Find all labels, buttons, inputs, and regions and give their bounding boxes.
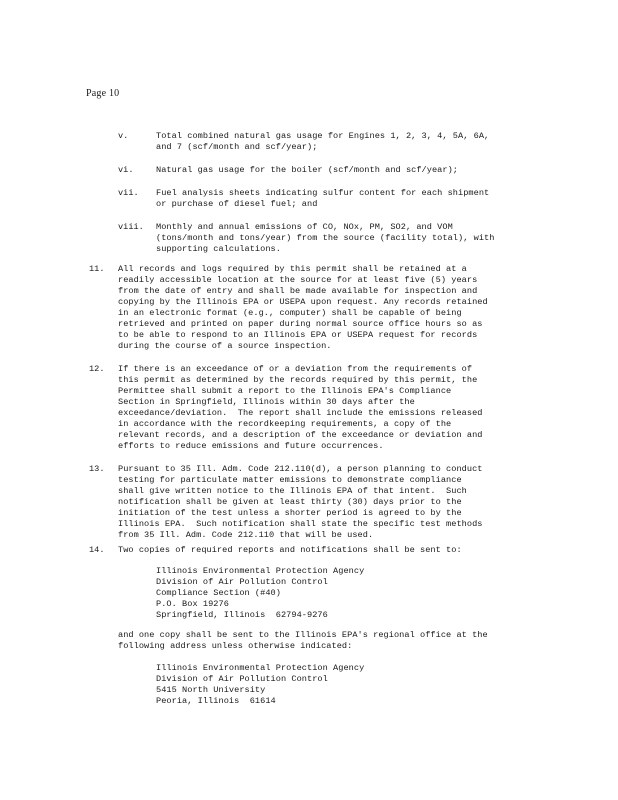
address-line: Peoria, Illinois 61614 xyxy=(156,696,276,706)
paragraph-text-line: and one copy shall be sent to the Illinois EPA's regional office at the xyxy=(118,630,488,640)
subitem-number: vi. xyxy=(118,165,134,175)
paragraph-text-line: copying by the Illinois EPA or USEPA upon request. Any records retained xyxy=(118,297,488,307)
paragraph-text-line: to be able to respond to an Illinois EPA or USEPA request for records xyxy=(118,330,478,340)
paragraph-text-line: If there is an exceedance of or a deviation from the requirements of xyxy=(118,364,473,374)
page-number-label: Page 10 xyxy=(86,88,120,99)
address-line: Division of Air Pollution Control xyxy=(156,577,328,587)
paragraph-text-line: during the course of a source inspection. xyxy=(118,341,332,351)
paragraph-text-line: notification shall be given at least thirty (30) days prior to the xyxy=(118,497,462,507)
address-line: P.O. Box 19276 xyxy=(156,599,229,609)
subitem-text-line: Monthly and annual emissions of CO, NOx, PM, SO2, and VOM xyxy=(156,222,453,232)
address-line: Illinois Environmental Protection Agency xyxy=(156,663,365,673)
paragraph-text-line: readily accessible location at the source for at least five (5) years xyxy=(118,275,478,285)
subitem-text-line: and 7 (scf/month and scf/year); xyxy=(156,142,318,152)
paragraph-text-line: from the date of entry and shall be made available for inspection and xyxy=(118,286,478,296)
paragraph-text-line: efforts to reduce emissions and future occurrences. xyxy=(118,441,384,451)
paragraph-text-line: following address unless otherwise indicated: xyxy=(118,641,353,651)
paragraph-text-line: testing for particulate matter emissions to demonstrate compliance xyxy=(118,475,462,485)
address-line: Compliance Section (#40) xyxy=(156,588,281,598)
subitem-text-line: (tons/month and tons/year) from the source (facility total), with xyxy=(156,233,495,243)
subitem-text-line: Fuel analysis sheets indicating sulfur content for each shipment xyxy=(156,188,490,198)
subitem-text-line: Natural gas usage for the boiler (scf/month and scf/year); xyxy=(156,165,459,175)
paragraph-text-line: initiation of the test unless a shorter period is agreed to by the xyxy=(118,508,462,518)
paragraph-text-line: relevant records, and a description of the exceedance or deviation and xyxy=(118,430,483,440)
paragraph-text-line: from 35 Ill. Adm. Code 212.110 that will be used. xyxy=(118,530,374,540)
paragraph-text-line: Permittee shall submit a report to the Illinois EPA's Compliance xyxy=(118,386,452,396)
paragraph-text-line: in an electronic format (e.g., computer) shall be capable of being xyxy=(118,308,462,318)
paragraph-text-line: Section in Springfield, Illinois within 30 days after the xyxy=(118,397,415,407)
paragraph-number: 11. xyxy=(89,264,105,274)
paragraph-text-line: retrieved and printed on paper during normal source office hours so as xyxy=(118,319,483,329)
paragraph-number: 12. xyxy=(89,364,105,374)
paragraph-text-line: Two copies of required reports and notifications shall be sent to: xyxy=(118,545,462,555)
subitem-text-line: Total combined natural gas usage for Engines 1, 2, 3, 4, 5A, 6A, xyxy=(156,131,490,141)
paragraph-number: 13. xyxy=(89,464,105,474)
paragraph-number: 14. xyxy=(89,545,105,555)
subitem-number: v. xyxy=(118,131,129,141)
paragraph-text-line: exceedance/deviation. The report shall include the emissions released xyxy=(118,408,483,418)
address-line: Illinois Environmental Protection Agency xyxy=(156,566,365,576)
subitem-number: viii. xyxy=(118,222,144,232)
paragraph-text-line: All records and logs required by this permit shall be retained at a xyxy=(118,264,467,274)
paragraph-text-line: this permit as determined by the records required by this permit, the xyxy=(118,375,478,385)
address-line: 5415 North University xyxy=(156,685,266,695)
subitem-text-line: supporting calculations. xyxy=(156,244,281,254)
subitem-text-line: or purchase of diesel fuel; and xyxy=(156,199,318,209)
paragraph-text-line: Illinois EPA. Such notification shall state the specific test methods xyxy=(118,519,483,529)
subitem-number: vii. xyxy=(118,188,139,198)
address-line: Division of Air Pollution Control xyxy=(156,674,328,684)
paragraph-text-line: shall give written notice to the Illinois EPA of that intent. Such xyxy=(118,486,467,496)
paragraph-text-line: Pursuant to 35 Ill. Adm. Code 212.110(d), a person planning to conduct xyxy=(118,464,483,474)
paragraph-text-line: in accordance with the recordkeeping requirements, a copy of the xyxy=(118,419,452,429)
address-line: Springfield, Illinois 62794-9276 xyxy=(156,610,328,620)
